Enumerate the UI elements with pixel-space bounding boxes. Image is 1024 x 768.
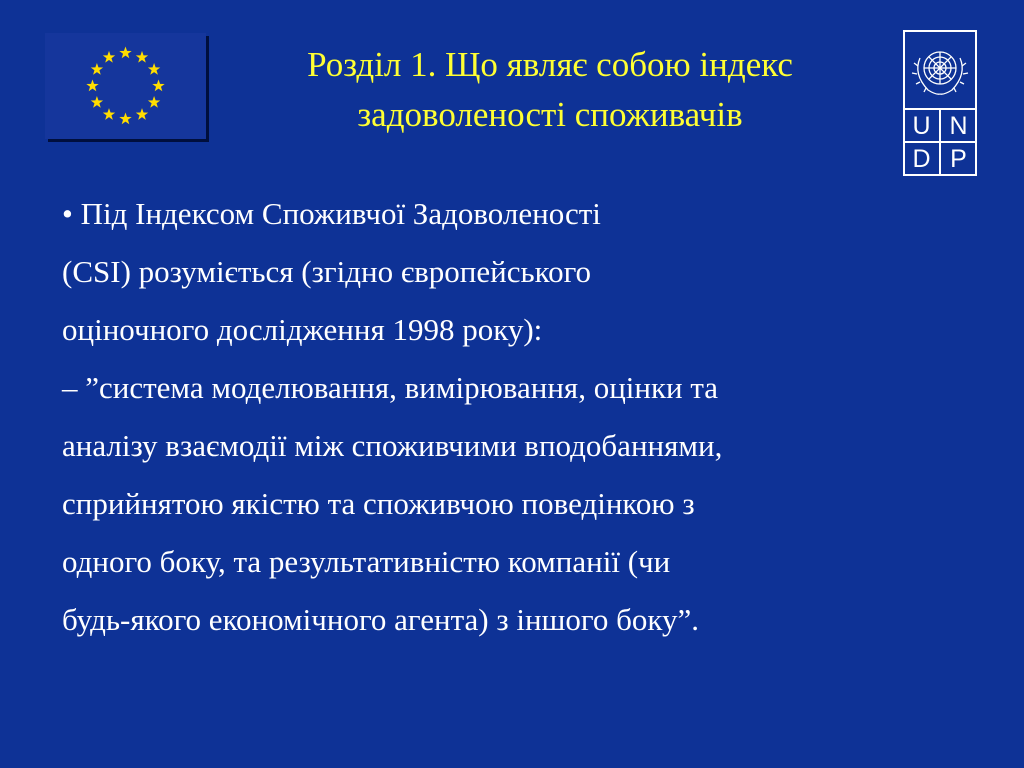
eu-star-icon: [152, 80, 164, 92]
eu-star-icon: [86, 80, 98, 92]
body-line-6: сприйнятою якістю та споживчою поведінкою з: [62, 486, 695, 521]
undp-logo: [903, 30, 977, 176]
body-line-2: (CSI) розуміється (згідно європейського: [62, 254, 592, 289]
eu-star-icon: [136, 51, 148, 63]
body-line-7: одного боку, та результативністю компанії (чи: [62, 544, 671, 579]
eu-star-icon: [103, 51, 115, 63]
undp-letter-p: P: [950, 145, 967, 173]
eu-star-icon: [103, 108, 115, 120]
title-line-2: задоволеності споживачів: [357, 95, 743, 134]
undp-letter-u: U: [912, 112, 931, 140]
title-line-1: Розділ 1. Що являє собою індекс: [307, 45, 793, 84]
body-text: [62, 185, 992, 649]
eu-star-icon: [119, 47, 131, 59]
body-line-8: будь-якого економічного агента) з іншого боку”.: [62, 602, 699, 637]
eu-star-icon: [91, 96, 103, 108]
eu-star-icon: [91, 63, 103, 75]
eu-star-icon: [148, 63, 160, 75]
body-line-5: аналізу взаємодії між споживчими вподобаннями,: [62, 428, 723, 463]
eu-star-icon: [148, 96, 160, 108]
page-title: [215, 40, 885, 140]
eu-star-icon: [119, 113, 131, 125]
eu-star-icon: [136, 108, 148, 120]
body-line-1: • Під Індексом Споживчої Задоволеності: [62, 196, 601, 231]
body-line-4: – ”система моделювання, вимірювання, оцінки та: [62, 370, 719, 405]
body-line-3: оціночного дослідження 1998 року):: [62, 312, 543, 347]
undp-letter-d: D: [912, 145, 931, 173]
eu-stars-icon: [45, 33, 206, 139]
undp-letter-n: N: [949, 112, 968, 140]
eu-flag-logo: [45, 33, 206, 139]
